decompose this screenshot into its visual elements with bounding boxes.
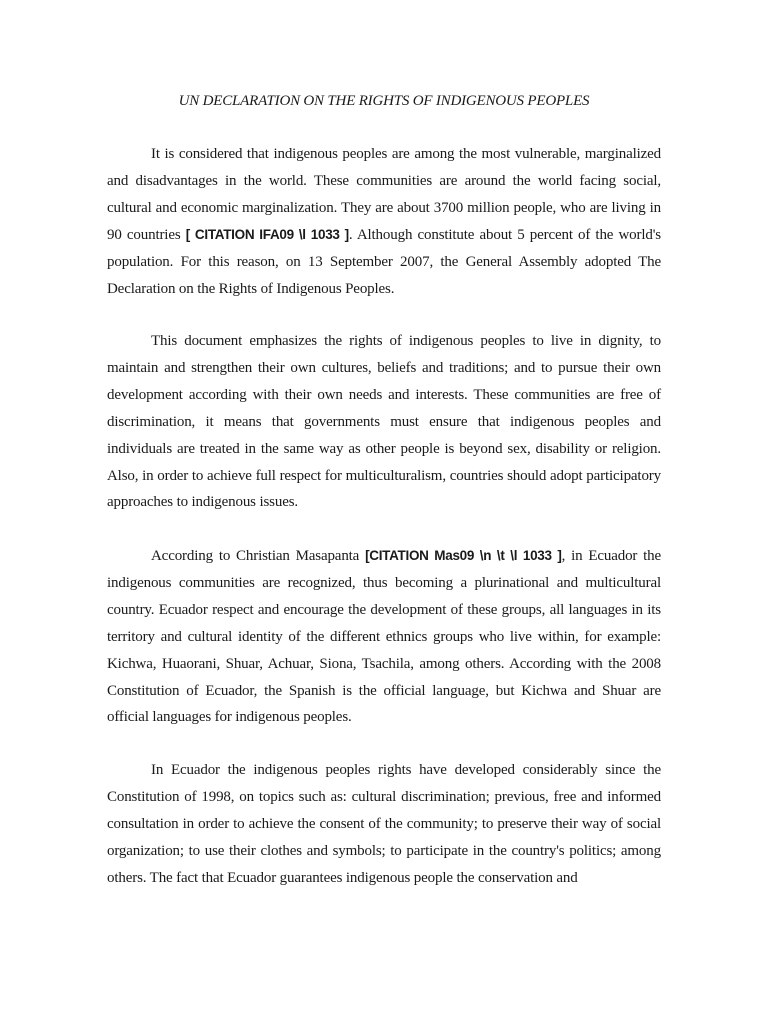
- document-title: UN DECLARATION ON THE RIGHTS OF INDIGENOUS PEOPLES: [178, 93, 590, 109]
- citation-ifa09: [ CITATION IFA09 \l 1033 ]: [185, 226, 349, 242]
- paragraph-3: [107, 543, 661, 731]
- paragraph-4: In Ecuador the indigenous peoples rights have developed considerably since the Constitution of 1998, on topics such as: cultural discrimination; previous, free and informed consultation in order to achieve the consent of the community; to preserve their way of social organization; to use their clothes and symbols; to participate in the country's politics; among others. The fact that Ecuador guarantees indigenous people the conservation and: [107, 762, 661, 886]
- citation-mas09: [CITATION Mas09 \n \t \l 1033 ]: [365, 548, 562, 563]
- paragraph-1-text-before: It is considered that indigenous peoples are among the most vulnerable, marginalized and disadvantages in the world. These communities are around the world facing social, cultural and economic marginalization. They are about 3700 million people, who are living in 90 countries: [107, 146, 661, 243]
- paragraph-1: [107, 141, 661, 302]
- paragraph-3-text-after: , in Ecuador the indigenous communities are recognized, thus becoming a plurinational and multicultural country. Ecuador respect and encourage the development of these groups, all languages in its territory and cultural identity of the different ethnics groups who live within, for example: Kichwa, Huaorani, Shuar, Achuar, Siona, Tsachila, among others. According with the 2008 Constitution of Ecuador, the Spanish is the official language, but Kichwa and Shuar are official languages for indigenous peoples.: [107, 548, 661, 726]
- paragraph-3-text-before: According to Christian Masapanta: [151, 548, 366, 564]
- paragraph-1-text-after: . Although constitute about 5 percent of the world's population. For this reason, on 13 September 2007, the General Assembly adopted The Declaration on the Rights of Indigenous Peoples.: [107, 226, 661, 297]
- paragraph-2: This document emphasizes the rights of indigenous peoples to live in dignity, to maintain and strengthen their own cultures, beliefs and traditions; and to pursue their own development according with their own needs and interests. These communities are free of discrimination, it means that governments must ensure that indigenous peoples and individuals are treated in the same way as other people is beyond sex, disability or religion. Also, in order to achieve full respect for multiculturalism, countries should adopt participatory approaches to indigenous issues.: [107, 333, 661, 511]
